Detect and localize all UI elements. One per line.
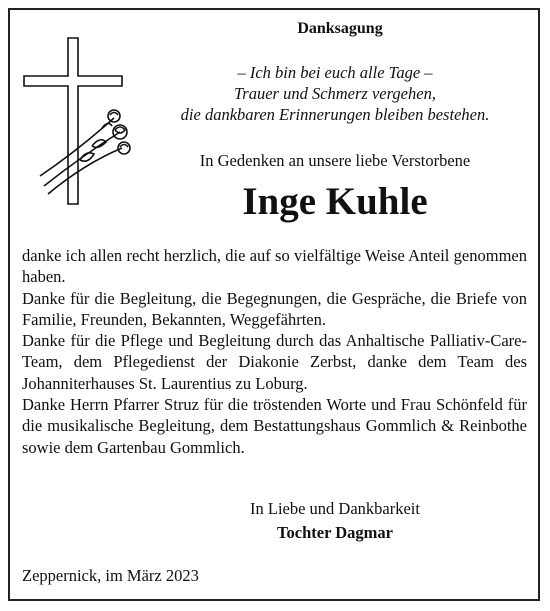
deceased-name: Inge Kuhle [242,180,428,223]
thanks-text [22,245,527,458]
thanks-paragraph: Danke Herrn Pfarrer Struz für die tröstenden Worte und Frau Schönfeld für die musikalische Begleitung, dem Bestattungshaus Gommlich & Reinbothe sowie dem Gartenbau Gommlich. [22,395,527,457]
thanks-paragraph: Danke für die Pflege und Begleitung durch das Anhaltische Palliativ-Care-Team, dem Pflegedienst der Diakonie Zerbst, danke dem Team des Johanniterhauses St. Laurentius zu Loburg. [22,331,527,393]
cross-with-roses-icon [22,36,162,206]
notice-title: Danksagung [297,20,383,37]
poem-line: die dankbaren Erinnerungen bleiben bestehen. [180,105,490,124]
signature: Tochter Dagmar [277,523,393,542]
place-date: Zeppernick, im März 2023 [22,566,199,585]
closing-block [160,497,510,545]
poem-line: – Ich bin bei euch alle Tage – [237,63,433,82]
poem [150,62,520,125]
closing-line: In Liebe und Dankbarkeit [250,499,420,518]
thanks-paragraph: danke ich allen recht herzlich, die auf so vielfältige Weise Anteil genommen haben. [22,246,527,287]
thanks-paragraph: Danke für die Begleitung, die Begegnungen, die Gespräche, die Briefe von Familie, Freunden, Bekannten, Weggefährten. [22,288,527,329]
memory-line: In Gedenken an unsere liebe Verstorbene [199,151,471,170]
poem-line: Trauer und Schmerz vergehen, [234,84,436,103]
